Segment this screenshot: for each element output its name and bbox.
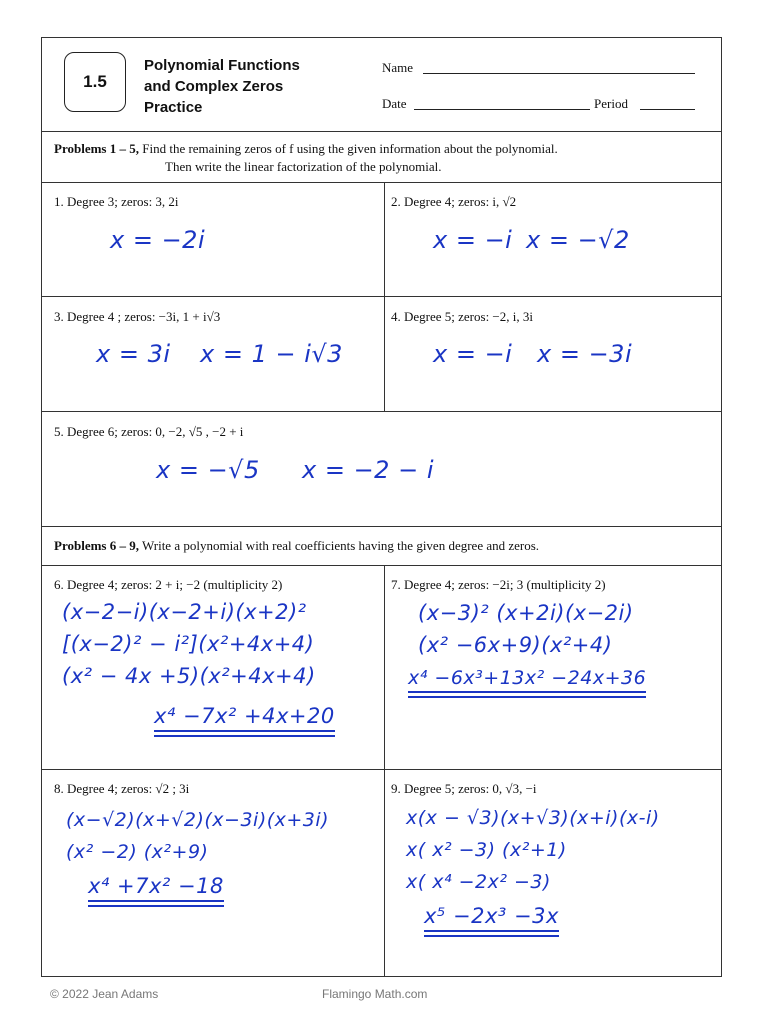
date-field[interactable] xyxy=(414,109,590,110)
problem-9-text: 9. Degree 5; zeros: 0, √3, −i xyxy=(391,781,537,796)
problem-3-answer-b: x = 1 − i√3 xyxy=(200,340,343,368)
problem-8-step-1: (x−√2)(x+√2)(x−3i)(x+3i) xyxy=(66,809,330,831)
part1-instructions xyxy=(54,140,704,176)
problem-6-step-2: [(x−2)² − i²](x²+4x+4) xyxy=(62,632,315,656)
part1-instruction-line1: Find the remaining zeros of f using the given information about the polynomial. xyxy=(142,141,558,156)
name-label: Name xyxy=(382,60,414,75)
problem-6-text: 6. Degree 4; zeros: 2 + i; −2 (multiplicity 2) xyxy=(54,577,283,592)
footer-site[interactable]: Flamingo Math.com xyxy=(322,987,428,1001)
problem-9-final-answer: x⁵ −2x³ −3x xyxy=(424,904,559,932)
problem-5-answer-a: x = −√5 xyxy=(156,456,260,484)
instruction-divider-2 xyxy=(42,565,721,566)
problem-4-answer-b: x = −3i xyxy=(537,340,633,368)
problem-4-text: 4. Degree 5; zeros: −2, i, 3i xyxy=(391,309,533,324)
problem-8-work xyxy=(66,804,329,868)
problem-2-text: 2. Degree 4; zeros: i, √2 xyxy=(391,194,517,209)
problem-8-final-answer: x⁴ +7x² −18 xyxy=(88,874,224,902)
problem-7-final-answer: x⁴ −6x³+13x² −24x+36 xyxy=(408,667,646,693)
problem-9-work xyxy=(406,802,660,898)
period-label: Period xyxy=(594,96,628,111)
problem-3-text: 3. Degree 4 ; zeros: −3i, 1 + i√3 xyxy=(54,309,221,324)
row-divider-4 xyxy=(42,769,721,770)
problem-1-text: 1. Degree 3; zeros: 3, 2i xyxy=(54,194,179,209)
problem-6-step-3: (x² − 4x +5)(x²+4x+4) xyxy=(62,664,316,688)
problem-7-work xyxy=(418,597,634,661)
problem-3-answer-a: x = 3i xyxy=(96,340,171,368)
column-divider-2 xyxy=(384,565,385,977)
title-line-2: and Complex Zeros xyxy=(144,78,284,95)
problem-5-text: 5. Degree 6; zeros: 0, −2, √5 , −2 + i xyxy=(54,424,244,439)
problem-9-final xyxy=(424,900,559,932)
part1-label: Problems 1 – 5, xyxy=(54,141,139,156)
problem-2-answer-b: x = −√2 xyxy=(526,226,630,254)
problem-6-work xyxy=(62,596,316,692)
problem-9-step-3: x( x⁴ −2x² −3) xyxy=(406,871,551,893)
problem-8-final xyxy=(88,870,224,902)
problem-6-final-answer: x⁴ −7x² +4x+20 xyxy=(154,704,335,732)
title-line-1: Polynomial Functions xyxy=(144,57,300,74)
problem-5-answer-b: x = −2 − i xyxy=(302,456,434,484)
problem-2-answer-a: x = −i xyxy=(433,226,513,254)
problem-9-step-1: x(x − √3)(x+√3)(x+i)(x-i) xyxy=(406,807,660,829)
column-divider-1 xyxy=(384,182,385,411)
part2-instructions xyxy=(54,537,704,555)
section-number: 1.5 xyxy=(64,52,126,112)
row-divider-2 xyxy=(42,411,721,412)
problem-8-text: 8. Degree 4; zeros: √2 ; 3i xyxy=(54,781,190,796)
row-divider-1 xyxy=(42,296,721,297)
problem-8-step-2: (x² −2) (x²+9) xyxy=(66,841,209,863)
period-field[interactable] xyxy=(640,109,695,110)
name-field[interactable] xyxy=(423,73,695,74)
problem-1-answer: x = −2i xyxy=(110,226,206,254)
instruction-divider xyxy=(42,182,721,183)
header-divider xyxy=(42,131,721,132)
problem-9-step-2: x( x² −3) (x²+1) xyxy=(406,839,567,861)
problem-4-answer-a: x = −i xyxy=(433,340,513,368)
problem-7-text: 7. Degree 4; zeros: −2i; 3 (multiplicity 2) xyxy=(391,577,606,592)
title-line-3: Practice xyxy=(144,99,203,116)
problem-6-step-1: (x−2−i)(x−2+i)(x+2)² xyxy=(62,600,307,624)
part1-instruction-line2: Then write the linear factorization of the polynomial. xyxy=(165,159,442,174)
part2-label: Problems 6 – 9, xyxy=(54,538,139,553)
worksheet-title xyxy=(144,55,344,118)
problem-7-step-2: (x² −6x+9)(x²+4) xyxy=(418,633,613,657)
row-divider-3 xyxy=(42,526,721,527)
problem-6-final xyxy=(154,700,335,732)
footer-copyright: © 2022 Jean Adams xyxy=(50,987,159,1001)
part2-instruction: Write a polynomial with real coefficients having the given degree and zeros. xyxy=(142,538,540,553)
problem-7-step-1: (x−3)² (x+2i)(x−2i) xyxy=(418,601,634,625)
problem-7-final xyxy=(408,662,646,694)
date-label: Date xyxy=(382,96,407,111)
